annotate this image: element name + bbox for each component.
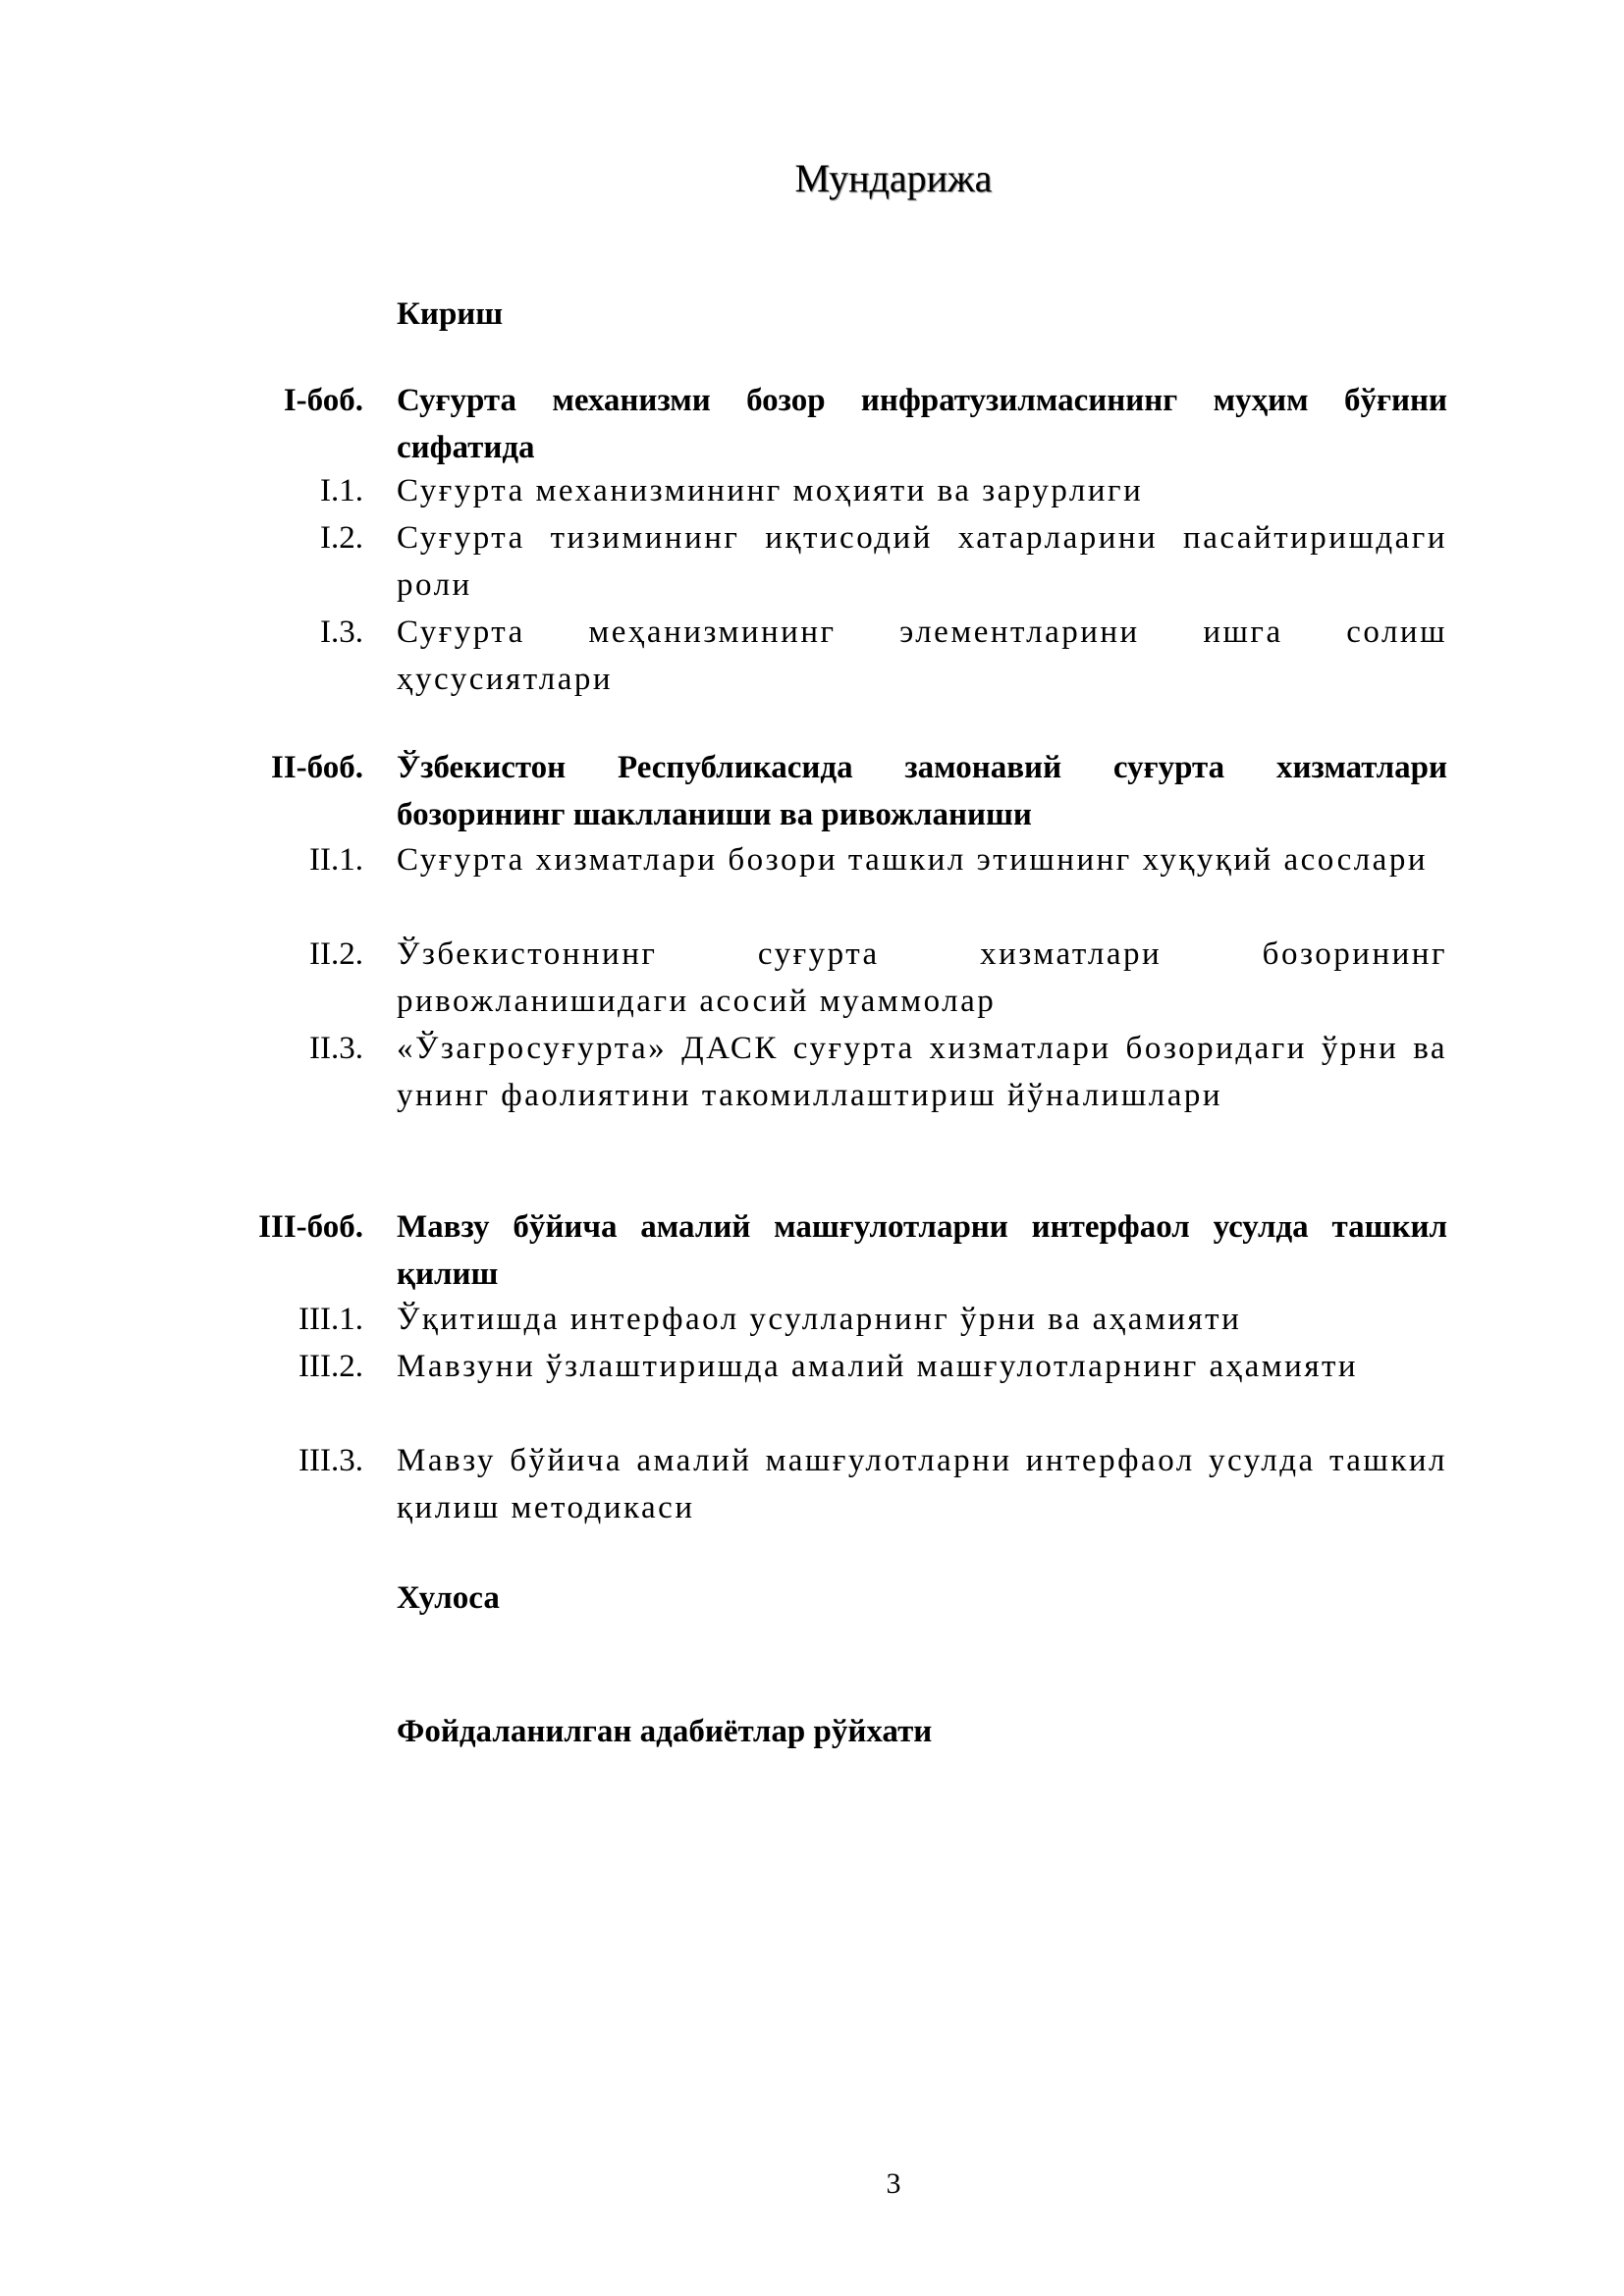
- section-3-3-label: III.3.: [298, 1443, 363, 1478]
- section-2-3-title: «Ўзагросуғурта» ДАСК суғурта хизматлари бозоридаги ўрни ва унинг фаолиятини такомиллаштириш йўналишлари: [397, 1031, 1447, 1113]
- toc-entry-introduction: Кириш: [397, 296, 504, 332]
- section-2-1-label: II.1.: [309, 842, 363, 878]
- chapter-3-title: Мавзу бўйича амалий машғулотларни интерфаол усулда ташкил қилиш: [397, 1209, 1447, 1292]
- section-1-3-label: I.3.: [320, 614, 363, 650]
- section-1-1-title: Суғурта механизмининг моҳияти ва зарурлиги: [397, 473, 1144, 508]
- section-2-3-label: II.3.: [309, 1031, 363, 1066]
- chapter-3-label: III-боб.: [258, 1209, 363, 1245]
- toc-entry-references: Фойдаланилган адабиётлар рўйхати: [397, 1714, 933, 1749]
- section-3-2-label: III.2.: [298, 1349, 363, 1384]
- section-1-2-label: I.2.: [320, 520, 363, 556]
- section-2-1-title: Суғурта хизматлари бозори ташкил этишнинг хуқуқий асослари: [397, 842, 1428, 878]
- section-3-3-title: Мавзу бўйича амалий машғулотларни интерфаол усулда ташкил қилиш методикаси: [397, 1443, 1447, 1525]
- section-2-2-label: II.2.: [309, 936, 363, 972]
- section-3-2-title: Мавзуни ўзлаштиришда амалий машғулотларнинг аҳамияти: [397, 1349, 1359, 1384]
- chapter-2-title: Ўзбекистон Республикасида замонавий суғурта хизматлари бозорининг шаклланиши ва ривожланиши: [397, 750, 1447, 832]
- page-number: 3: [886, 2167, 901, 2200]
- chapter-1-label: I-боб.: [283, 383, 363, 418]
- section-3-1-label: III.1.: [298, 1302, 363, 1337]
- section-3-1-title: Ўқитишда интерфаол усулларнинг ўрни ва аҳамияти: [397, 1302, 1242, 1337]
- page-title: Мундарижа: [794, 156, 993, 200]
- section-1-3-title: Суғурта меҳанизмининг элементларини ишга солиш ҳусусиятлари: [397, 614, 1447, 697]
- chapter-2-label: II-боб.: [271, 750, 363, 785]
- section-1-2-title: Суғурта тизимининг иқтисодий хатарларини пасайтиришдаги роли: [397, 520, 1447, 603]
- chapter-1-title: Суғурта механизми бозор инфратузилмасининг муҳим бўғини сифатида: [397, 383, 1447, 465]
- section-1-1-label: I.1.: [320, 473, 363, 508]
- toc-entry-conclusion: Хулоса: [397, 1580, 500, 1616]
- section-2-2-title: Ўзбекистоннинг суғурта хизматлари бозорининг ривожланишидаги асосий муаммолар: [397, 936, 1447, 1019]
